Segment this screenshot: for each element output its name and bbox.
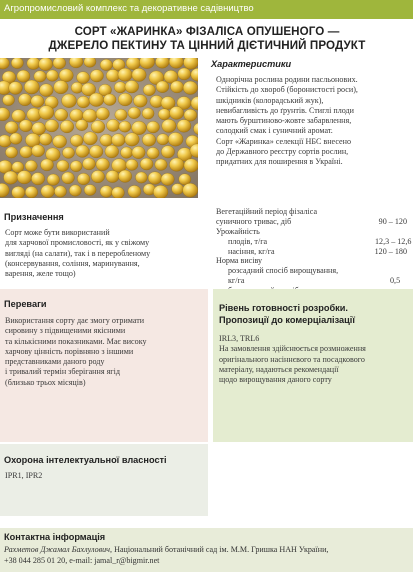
berry	[162, 119, 176, 132]
berry	[96, 158, 110, 171]
berry	[77, 96, 90, 108]
readiness-heading	[219, 302, 355, 326]
berry	[10, 133, 22, 144]
berry	[84, 185, 96, 196]
berry	[70, 135, 83, 147]
berry	[118, 68, 132, 81]
ip-text: IPR1, IPR2	[5, 471, 43, 480]
param-label: Вегетаційний період фізаліса	[216, 207, 318, 216]
param-row	[216, 266, 413, 276]
berry	[100, 134, 113, 146]
berry	[121, 147, 133, 158]
berry	[100, 186, 113, 198]
readiness-text	[219, 334, 366, 385]
berry	[156, 81, 169, 93]
advantages-line: (близько трьох місяців)	[5, 377, 86, 387]
berry	[142, 134, 156, 147]
param-row	[216, 207, 413, 217]
berry	[46, 70, 58, 81]
param-value: 0,5	[390, 276, 401, 286]
berry	[11, 58, 23, 69]
berry	[62, 172, 75, 184]
purpose-line: (консервування, соління, маринування,	[5, 258, 140, 268]
characteristics-line: Стійкість до хвороб (боронистості роси),	[216, 85, 358, 95]
param-row	[216, 227, 413, 237]
advantages-text	[5, 316, 147, 388]
contact-org: , Національний ботанічний сад ім. М.М. Гришка НАН України,	[110, 545, 329, 554]
berry	[62, 94, 77, 108]
advantages-heading: Переваги	[4, 299, 47, 309]
berry	[69, 185, 81, 196]
berry	[107, 119, 120, 131]
berry	[172, 184, 184, 195]
berry	[76, 145, 90, 157]
param-row	[216, 217, 413, 227]
title-line-2: ДЖЕРЕЛО ПЕКТИНУ ТА ЦІННИЙ ДІЄТИЧНИЙ ПРОДУКТ	[48, 38, 366, 52]
berry	[24, 80, 39, 94]
berry	[53, 58, 66, 69]
characteristics-line: Однорічна рослина родини пасльонових.	[216, 75, 358, 84]
page-title	[8, 25, 406, 52]
berry	[5, 121, 18, 133]
category-label: Агропромисловий комплекс та декоративне садівництво	[4, 3, 254, 14]
berry	[18, 94, 31, 106]
berry	[62, 147, 74, 158]
berry	[25, 186, 38, 198]
berry	[140, 158, 153, 170]
berry	[45, 120, 59, 132]
berry	[47, 174, 59, 185]
berry	[132, 121, 147, 135]
purpose-text	[5, 228, 150, 279]
berry	[142, 108, 154, 119]
berry	[89, 145, 103, 158]
berry	[20, 146, 33, 158]
berry	[126, 159, 138, 170]
characteristics-line: солодкий смак і суничний аромат.	[216, 126, 333, 136]
berry	[41, 185, 55, 198]
berry	[41, 159, 54, 171]
readiness-line: щодо вирощування даного сорту	[219, 375, 332, 385]
characteristics-line: придатних для поширення в Україні.	[216, 157, 343, 167]
param-row	[216, 237, 413, 247]
berry	[5, 147, 17, 158]
berries-photo	[0, 58, 198, 198]
berry	[147, 147, 159, 158]
readiness-line: оригінального насіннєвого та посадкового	[219, 354, 365, 364]
berry	[76, 120, 88, 131]
berry	[71, 82, 83, 93]
contact-line-1	[4, 545, 328, 556]
param-value: 90 – 120	[378, 216, 407, 226]
contact-name: Рахметов Джамал Бахлулович	[4, 545, 111, 554]
berry	[184, 109, 197, 121]
berry	[128, 185, 141, 197]
berry	[31, 145, 44, 157]
berry	[39, 133, 52, 145]
berry	[25, 160, 37, 171]
berry	[132, 68, 146, 81]
berry	[128, 107, 141, 119]
berry	[19, 120, 32, 132]
berry	[55, 109, 68, 121]
berry	[39, 58, 53, 71]
berry	[177, 120, 191, 133]
berry	[155, 159, 167, 170]
berry	[106, 170, 119, 182]
advantages-line: харчову цінність порівняно з іншими	[5, 346, 134, 356]
purpose-line: для харчової промисловості, як у свіжому	[5, 238, 150, 248]
berry	[54, 80, 69, 93]
berry	[57, 160, 69, 171]
berry	[90, 70, 103, 82]
berry	[83, 132, 97, 145]
berry	[91, 170, 104, 182]
advantages-line: і тривалий термін зберігання ягід	[5, 367, 120, 377]
berry	[161, 146, 174, 158]
title-line-1: СОРТ «ЖАРИНКА» ФІЗАЛІСА ОПУШЕНОГО —	[74, 25, 340, 38]
advantages-line: представниками даного роду	[5, 357, 105, 367]
berry	[158, 109, 170, 120]
berry	[183, 183, 198, 197]
berry	[118, 93, 132, 106]
param-label: Норма висіву	[216, 256, 263, 266]
berry	[143, 84, 155, 95]
berry	[77, 72, 90, 84]
berry	[53, 135, 67, 148]
berry	[3, 95, 15, 106]
purpose-line: вигляді (на салати), так і в переробленому	[5, 248, 151, 258]
param-label: Урожайність	[216, 226, 260, 236]
characteristics-text	[216, 75, 358, 168]
berry	[83, 158, 96, 170]
berry	[91, 121, 105, 134]
berry	[89, 93, 104, 107]
advantages-line: Використання сорту дає змогу отримати	[5, 316, 145, 325]
berry	[147, 121, 160, 133]
characteristics-line: невибагливість до ґрунтів. Стиглі плоди	[216, 105, 354, 115]
param-row	[216, 256, 413, 266]
berry	[31, 173, 44, 185]
berry	[161, 173, 174, 185]
contact-heading: Контактна інформація	[4, 532, 106, 542]
berry	[118, 170, 131, 182]
berry	[153, 185, 168, 198]
berry	[183, 81, 198, 94]
berry	[32, 122, 46, 135]
category-band	[0, 0, 413, 19]
berry	[106, 69, 119, 81]
berry	[59, 69, 73, 82]
berry	[125, 80, 139, 93]
berry	[135, 172, 147, 183]
berry	[114, 82, 126, 93]
param-row	[216, 247, 413, 257]
berry	[126, 58, 140, 70]
berry	[170, 106, 184, 119]
characteristics-line: Сорт «Жаринка» селекції НБС внесено	[216, 136, 351, 146]
berry	[168, 132, 183, 146]
characteristics-line: шкідників (колорадський жук),	[216, 95, 324, 105]
berry	[12, 186, 25, 198]
berry	[96, 108, 109, 120]
param-label: кг/га	[228, 276, 245, 286]
purpose-heading: Призначення	[4, 212, 64, 222]
characteristics-line: мають бурштиново-жовте забарвлення,	[216, 116, 352, 126]
param-label: плодів, т/га	[228, 236, 268, 246]
advantages-line: сировину з підвищеними якісними	[5, 326, 126, 336]
berry	[169, 158, 184, 171]
berry	[133, 95, 147, 108]
readiness-line: матеріалу, надаються рекомендації	[219, 364, 339, 374]
berry	[184, 159, 198, 173]
berry	[148, 172, 162, 185]
berry	[112, 187, 125, 198]
berry	[39, 106, 54, 120]
readiness-line: На замовлення здійснюється розмноження	[219, 344, 366, 354]
berry	[17, 171, 32, 184]
berry	[105, 145, 119, 158]
advantages-line: та кількісними показниками. Має високу	[5, 336, 147, 346]
purpose-line: Сорт може бути використаний	[5, 228, 110, 237]
readiness-line: IRL3, TRL6	[219, 334, 260, 343]
purpose-line: варення, желе тощо)	[5, 269, 76, 279]
param-value: 12,3 – 12,6	[375, 236, 412, 246]
param-label: насіння, кг/га	[228, 246, 275, 256]
contact-phone-email: +38 044 285 01 20, e-mail: jamal_r@bigmir.net	[4, 555, 160, 565]
berry	[111, 134, 125, 147]
berry	[17, 70, 30, 82]
berry	[9, 82, 23, 95]
param-label: суничного тривас, діб	[216, 216, 292, 226]
berry	[119, 121, 131, 132]
berry	[132, 146, 145, 158]
berries-image	[0, 58, 198, 198]
berry	[115, 109, 127, 120]
berry	[170, 81, 183, 93]
berry	[4, 171, 18, 184]
berry	[157, 134, 169, 145]
berry	[31, 95, 44, 107]
param-label: розсадний спосіб вирощування,	[228, 266, 339, 276]
berry	[70, 161, 82, 172]
berry	[178, 68, 191, 80]
berry	[125, 133, 140, 146]
berry	[100, 59, 112, 70]
characteristics-line: до Державного реєстру сортів рослин,	[216, 147, 349, 157]
readiness-heading-line: Рівень готовності розробки.	[219, 303, 348, 313]
berry	[104, 94, 117, 106]
berry	[54, 186, 66, 197]
param-row	[216, 276, 413, 286]
berry	[39, 84, 53, 97]
berry	[60, 120, 74, 133]
berry	[27, 58, 40, 70]
berry	[77, 173, 90, 185]
ip-heading: Охорона інтелектуальної власності	[4, 455, 167, 465]
param-value: 120 – 180	[374, 246, 407, 256]
contact-text	[4, 545, 328, 566]
berry	[34, 71, 46, 82]
readiness-heading-line: Пропозиції до комерціалізації	[219, 315, 355, 325]
characteristics-heading: Характеристики	[211, 59, 292, 69]
